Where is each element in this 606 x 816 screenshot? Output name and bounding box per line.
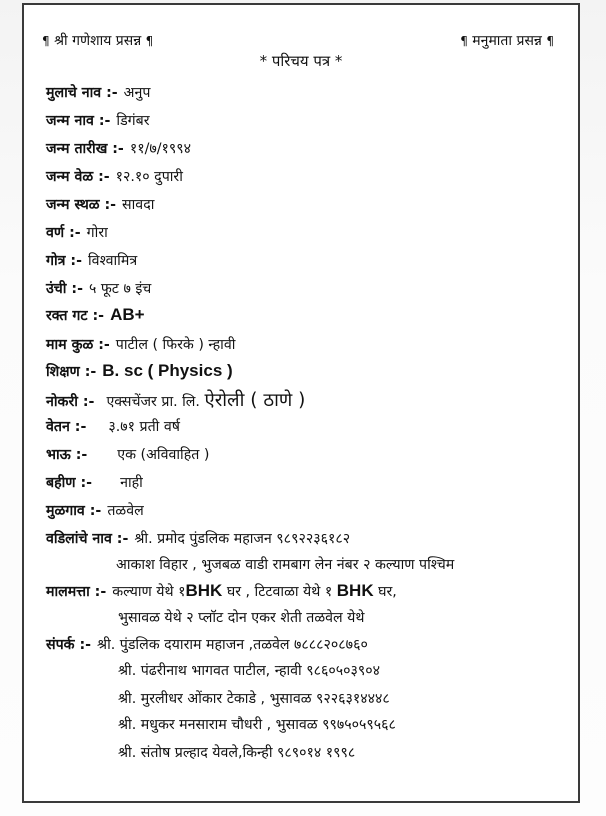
field-row [46, 473, 143, 492]
field-label: गोत्र :- [46, 253, 82, 269]
field-label: रक्त गट :- [46, 308, 105, 324]
field-label: नोकरी :- [46, 394, 95, 410]
property-text-e: घर, [373, 584, 397, 600]
property-row [46, 581, 397, 601]
page-title: * परिचय पत्र * [259, 52, 343, 70]
contact-item: श्री. पंढरीनाथ भागवत पाटील, न्हावी ९८६०५०३९०४ [118, 663, 381, 679]
field-value: गोरा [86, 225, 108, 241]
job-location-value: ऐरोली ( ठाणे ) [204, 390, 306, 411]
header-left-text: श्री गणेशाय प्रसन्न [54, 33, 142, 49]
property-text-c: घर , टिटवाळा येथे १ [222, 584, 337, 600]
field-value: ११/७/१९९४ [129, 141, 192, 157]
field-value: डिगंबर [116, 113, 150, 129]
property-bhk-b: BHK [336, 581, 374, 600]
field-value: अनुप [123, 85, 151, 101]
field-label: मुळगाव :- [46, 503, 102, 519]
field-row [46, 111, 150, 130]
field-value: सावदा [122, 197, 155, 213]
field-value: पाटील ( फिरके ) न्हावी [115, 337, 236, 353]
field-label: शिक्षण :- [46, 364, 97, 380]
father-address: आकाश विहार , भुजबळ वाडी रामबाग लेन नंबर २ कल्याण पश्चिम [116, 557, 455, 573]
field-label: जन्म नाव :- [46, 113, 111, 129]
blood-group-value: AB+ [110, 305, 145, 324]
field-row [46, 387, 305, 412]
father-label: वडिलांचे नाव :- [46, 531, 129, 547]
father-row [46, 529, 350, 548]
field-label: जन्म वेळ :- [46, 169, 110, 185]
contact-item: श्री. मुरलीधर ओंकार टेकाडे , भुसावळ ९२२६३१४४४८ [118, 691, 390, 707]
field-row [46, 251, 137, 270]
father-value: श्री. प्रमोद पुंडलिक महाजन ९८९२२३६१८२ [134, 531, 351, 547]
field-label: जन्म तारीख :- [46, 141, 124, 157]
field-label: मुलाचे नाव :- [46, 85, 118, 101]
field-label: भाऊ :- [46, 447, 88, 463]
field-value: ५ फूट ७ इंच [88, 281, 152, 297]
field-value: एक (अविवाहित ) [117, 447, 210, 463]
field-row [46, 167, 183, 186]
field-label: वेतन :- [46, 419, 87, 435]
field-row [46, 139, 191, 158]
field-value: तळवेल [107, 503, 144, 519]
property-label: मालमत्ता :- [46, 584, 107, 600]
field-row [46, 83, 150, 102]
contacts-label: संपर्क :- [46, 637, 92, 653]
field-row [46, 305, 145, 325]
field-row [46, 445, 209, 464]
field-label: बहीण :- [46, 475, 93, 491]
pilcrow-right-b: ¶ [546, 34, 554, 48]
pilcrow-left-b: ¶ [145, 34, 154, 48]
field-row [46, 223, 108, 242]
biodata-card [22, 3, 580, 803]
contact-item: श्री. मधुकर मनसाराम चौधरी , भुसावळ ९९७५०५९५६८ [118, 717, 396, 733]
field-label: माम कुळ :- [46, 337, 110, 353]
education-value: B. sc ( Physics ) [102, 361, 233, 380]
field-row [46, 417, 180, 436]
field-label: जन्म स्थळ :- [46, 197, 117, 213]
header-right [460, 31, 554, 50]
property-bhk-a: BHK [185, 581, 223, 600]
property-text-a: कल्याण येथे १ [112, 584, 186, 600]
contact-item: श्री. संतोष प्रल्हाद येवले,किन्ही ९८९०१४ १९९८ [118, 745, 356, 761]
field-row [46, 335, 235, 354]
field-row [46, 279, 151, 298]
field-value: नाही [120, 475, 143, 491]
field-value: ३.७१ प्रती वर्ष [108, 419, 180, 435]
field-value: एक्सचेंजर प्रा. लि. [106, 394, 200, 410]
field-row [46, 361, 233, 381]
header-left [42, 31, 153, 50]
pilcrow-right-a: ¶ [460, 34, 468, 48]
field-value: विश्वामित्र [88, 253, 138, 269]
contact-item: श्री. पुंडलिक दयाराम महाजन ,तळवेल ७८८८२०८७६० [97, 637, 368, 653]
property-line2: भुसावळ येथे २ प्लॉट दोन एकर शेती तळवेल येथे [118, 610, 365, 626]
field-row [46, 195, 154, 214]
field-label: उंची :- [46, 281, 83, 297]
field-row [46, 501, 144, 520]
pilcrow-left-a: ¶ [42, 34, 50, 48]
field-value: १२.१० दुपारी [115, 169, 183, 185]
contacts-row [46, 635, 368, 654]
field-label: वर्ण :- [46, 225, 81, 241]
header-right-text: मनुमाता प्रसन्न [472, 33, 542, 49]
